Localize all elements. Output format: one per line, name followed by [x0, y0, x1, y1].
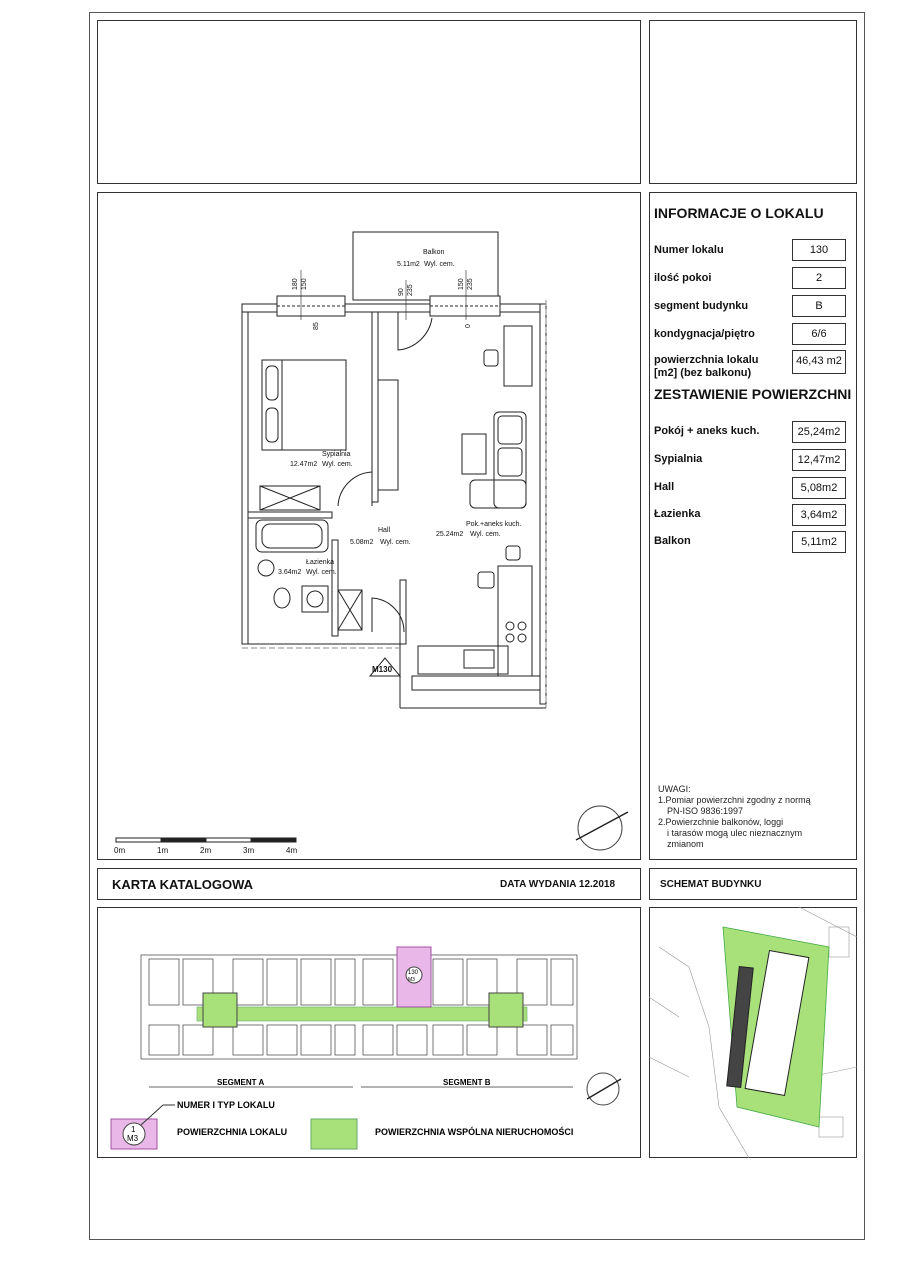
dim-label: 150: [301, 278, 308, 290]
kitchen-counter: [498, 566, 532, 676]
dim-label: 235: [467, 278, 474, 290]
segment-a-label: SEGMENT A: [217, 1078, 265, 1087]
room-count-value: 2: [792, 267, 846, 289]
notes-line: 2.Powierzchnie balkonów, loggi: [658, 817, 784, 827]
living-area: 25.24m2: [436, 531, 464, 538]
room-count-label: ilość pokoi: [654, 272, 712, 284]
outer-wall-right: [540, 304, 546, 704]
area-bathroom-label: Łazienka: [654, 508, 701, 520]
scale-label: 1m: [157, 846, 169, 855]
area-living-value: 25,24m2: [792, 421, 846, 443]
floor-value: 6/6: [792, 323, 846, 345]
common-corridor: [197, 1007, 527, 1021]
legend-common-swatch: [311, 1119, 357, 1149]
kitchen-chair: [478, 572, 494, 588]
areas-title: ZESTAWIENIE POWIERZCHNI: [654, 386, 852, 402]
chair: [484, 350, 498, 366]
card-title: KARTA KATALOGOWA: [112, 877, 254, 892]
area-living-label: Pokój + aneks kuch.: [654, 425, 760, 437]
hall-area: 5.08m2: [350, 539, 374, 546]
legend-sample-number: 1: [131, 1125, 136, 1134]
notes-line: zmianom: [667, 839, 704, 849]
issue-date: DATA WYDANIA 12.2018: [500, 879, 616, 890]
notes-heading: UWAGI:: [658, 784, 691, 794]
hall-name: Hall: [378, 527, 391, 534]
sofa: [494, 412, 526, 508]
dim-label: 180: [292, 278, 299, 290]
dim-label: 150: [458, 278, 465, 290]
door-balcony: [398, 312, 432, 350]
bed: [262, 360, 346, 450]
kitchen-chair: [506, 546, 520, 560]
unit-number-value: 130: [792, 239, 846, 261]
unit-area-value: 46,43 m2: [792, 350, 846, 374]
balcony-name: Balkon: [423, 249, 445, 256]
wall-bath-hall: [332, 540, 338, 636]
door-bedroom: [338, 472, 372, 506]
north-arrow-icon: [578, 806, 622, 850]
unit-130-number: 130: [408, 970, 419, 976]
segment-b-label: SEGMENT B: [443, 1078, 491, 1087]
coffee-table: [462, 434, 486, 474]
area-bedroom-label: Sypialnia: [654, 453, 703, 465]
wall-hall-living: [400, 580, 406, 644]
dim-label: 90: [398, 288, 405, 296]
bathroom-finish: Wyl. cem.: [306, 569, 337, 576]
scale-label: 3m: [243, 846, 255, 855]
balcony-finish: Wyl. cem.: [424, 261, 455, 268]
notes-line: 1.Pomiar powierzchni zgodny z normą: [658, 795, 811, 805]
bedroom-wardrobe: [378, 380, 398, 490]
wall-bedroom-hall: [372, 312, 378, 502]
building-scheme-title: SCHEMAT BUDYNKU: [660, 879, 762, 890]
key-plan: [97, 907, 641, 1158]
legend-common-area: POWIERZCHNIA WSPÓLNA NIERUCHOMOŚCI: [375, 1127, 574, 1137]
living-finish: Wyl. cem.: [470, 531, 501, 538]
stove: [506, 622, 514, 630]
stairwell-b: [489, 993, 523, 1027]
window-kitchen: [412, 676, 540, 690]
area-balcony-label: Balkon: [654, 535, 691, 547]
stairwell-a: [203, 993, 237, 1027]
dim-label: 85: [313, 322, 320, 330]
desk: [504, 326, 532, 386]
washing-machine: [302, 586, 328, 612]
bathroom-name: Łazienka: [306, 559, 335, 566]
notes-line: i tarasów mogą ulec nieznacznym: [667, 828, 803, 838]
area-hall-value: 5,08m2: [792, 477, 846, 499]
scale-label: 2m: [200, 846, 212, 855]
unit-tag: M130: [372, 665, 393, 674]
bedroom-area: 12.47m2: [290, 461, 318, 468]
door-entrance: [372, 598, 404, 632]
segment-label: segment budynku: [654, 300, 749, 312]
bedroom-finish: Wyl. cem.: [322, 461, 353, 468]
dim-label: 235: [407, 284, 414, 296]
unit-130-type: M3: [408, 977, 415, 983]
outer-wall-left: [242, 304, 248, 644]
scale-label: 4m: [286, 846, 298, 855]
toilet: [274, 588, 290, 608]
area-bedroom-value: 12,47m2: [792, 449, 846, 471]
legend-unit-area: POWIERZCHNIA LOKALU: [177, 1127, 288, 1137]
living-name: Pok.+aneks kuch.: [466, 521, 522, 528]
balcony-area: 5.11m2: [397, 261, 420, 268]
bedroom-name: Sypialnia: [322, 451, 351, 458]
floor-label: kondygnacja/piętro: [654, 328, 755, 340]
unit-number-label: Numer lokalu: [654, 244, 724, 256]
area-bathroom-value: 3,64m2: [792, 504, 846, 526]
info-title: INFORMACJE O LOKALU: [654, 205, 824, 221]
area-hall-label: Hall: [654, 481, 675, 493]
unit-area-label: powierzchnia lokalu [m2] (bez balkonu): [654, 354, 759, 379]
sink: [464, 650, 494, 668]
hall-finish: Wyl. cem.: [380, 539, 411, 546]
area-balcony-value: 5,11m2: [792, 531, 846, 553]
wall-bedroom-bath: [248, 512, 332, 518]
notes-line: PN-ISO 9836:1997: [667, 806, 744, 816]
washbasin: [258, 560, 274, 576]
segment-value: B: [792, 295, 846, 317]
legend-number-type: NUMER I TYP LOKALU: [177, 1100, 275, 1110]
scale-label: 0m: [114, 846, 126, 855]
site-plan: [649, 907, 857, 1158]
bathroom-area: 3.64m2: [278, 569, 302, 576]
dim-label: 0: [465, 324, 472, 328]
legend-sample-type: M3: [127, 1134, 139, 1143]
